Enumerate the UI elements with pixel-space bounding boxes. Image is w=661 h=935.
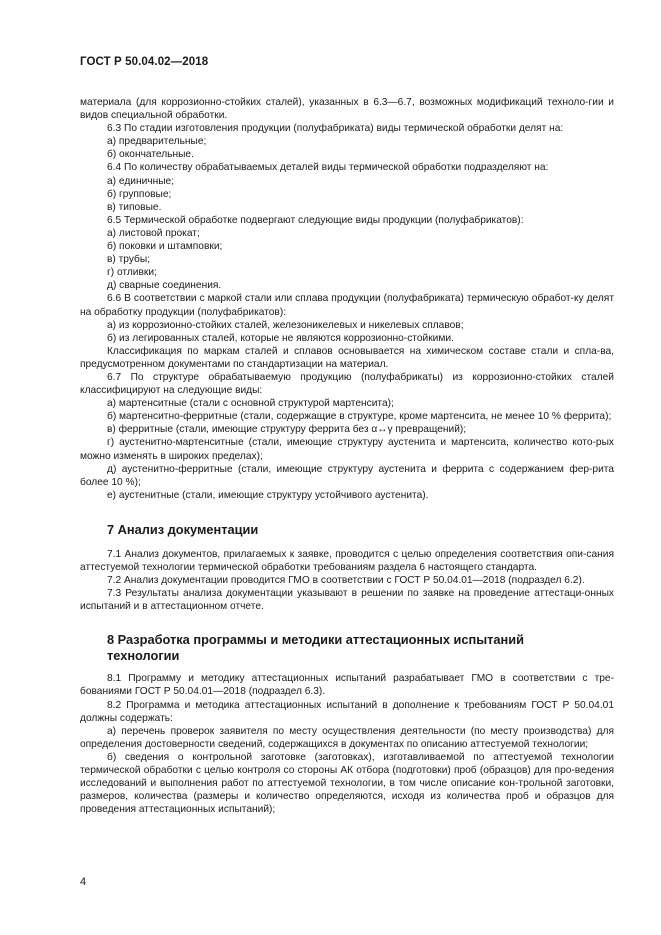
list-item: д) сварные соединения.: [107, 280, 222, 292]
paragraph: 8.2 Программа и методика аттестационных испытаний в дополнение к требованиям ГОСТ Р 50.04.01 должны содержать:: [80, 699, 614, 724]
paragraph: 7.3 Результаты анализа документации указывают в решении по заявке на проведение аттестаци-онных испытаний и в аттестационном отчете.: [80, 588, 614, 613]
list-item: в) типовые.: [107, 201, 162, 213]
paragraph: 7.2 Анализ документации проводится ГМО в соответствии с ГОСТ Р 50.04.01—2018 (подраздел 6.2).: [107, 575, 585, 587]
paragraph: материала (для коррозионно-стойких сталей), указанных в 6.3—6.7, возможных модификаций техноло-гии и видов специальной обработки.: [80, 97, 614, 122]
paragraph: 7.1 Анализ документов, прилагаемых к заявке, проводится с целью определения соответствия опи-сания аттестуемой технологии термической обработки требованиям раздела 6 настоящего стандарта.: [80, 548, 614, 573]
section-heading-8-line2: технологии: [107, 648, 180, 664]
list-item: а) предварительные;: [107, 136, 207, 148]
paragraph: 6.7 По структуре обрабатываемую продукцию (полуфабрикаты) из коррозионно-стойких сталей классифицируют на следующие виды:: [80, 371, 614, 397]
page-number: 4: [80, 876, 87, 888]
list-item: г) отливки;: [107, 267, 157, 279]
list-item: б) мартенситно-ферритные (стали, содержащие в структуре, кроме мартенсита, не менее 10 % феррита);: [107, 411, 612, 423]
list-item: а) единичные;: [107, 175, 175, 187]
paragraph: 6.4 По количеству обрабатываемых деталей виды термической обработки подразделяют на:: [107, 162, 549, 174]
list-item: б) сведения о контрольной заготовке (заготовках), изготавливаемой по аттестуемой технологии термической обработки с целью контроля со стороны АК отбора (подготовки) проб (образцов) для про-ведения исследований и выполнения работ по аттестуемой технологии, в том числе описание кон-трольной заготовки, размеров, количества (размеры и количество определяются, исходя из количества проб и образцов для проведения аттестационных испытаний);: [80, 751, 614, 816]
paragraph: 8.1 Программу и методику аттестационных испытаний разрабатывает ГМО в соответствии с тре-бованиями ГОСТ Р 50.04.01—2018 (подраздел 6.3).: [80, 673, 614, 698]
list-item: д) аустенитно-ферритные (стали, имеющие структуру аустенита и феррита с содержанием фер-рита более 10 %);: [80, 463, 614, 488]
paragraph: 6.6 В соответствии с маркой стали или сплава продукции (полуфабриката) термическую обработ-ку делят на обработку продукции (полуфабрикатов):: [80, 293, 614, 318]
paragraph: 6.3 По стадии изготовления продукции (полуфабриката) виды термической обработки делят на:: [107, 123, 564, 135]
list-item: а) из коррозионно-стойких сталей, железоникелевых и никелевых сплавов;: [107, 319, 464, 331]
list-item: е) аустенитные (стали, имеющие структуру устойчивого аустенита).: [107, 489, 429, 501]
list-item: в) трубы;: [107, 254, 151, 266]
list-item: б) окончательные.: [107, 149, 194, 161]
section-heading-8-line1: 8 Разработка программы и методики аттестационных испытаний: [107, 632, 524, 648]
list-item: б) поковки и штамповки;: [107, 241, 223, 253]
list-item: г) аустенитно-мартенситные (стали, имеющие структуру аустенита и мартенсита, количество кото-рых можно изменять в широких пределах);: [80, 437, 614, 462]
list-item: а) листовой прокат;: [107, 227, 200, 239]
section-heading-8: [107, 632, 614, 664]
list-item: а) мартенситные (стали с основной структурой мартенсита);: [107, 398, 394, 410]
paragraph: Классификация по маркам сталей и сплавов основывается на химическом составе стали и спла-ва, предусмотренном документами по стандартизации на материал.: [80, 345, 614, 370]
paragraph: 6.5 Термической обработке подвергают следующие виды продукции (полуфабрикатов):: [107, 214, 524, 226]
document-header: ГОСТ Р 50.04.02—2018: [80, 56, 209, 68]
list-item: в) ферритные (стали, имеющие структуру феррита без α↔γ превращений);: [107, 424, 467, 436]
page-body: [80, 96, 614, 816]
list-item: а) перечень проверок заявителя по месту осуществления деятельности (по месту производства) для определения достоверности сведений, содержащихся в документах по описанию аттестуемой технологии;: [80, 725, 614, 750]
list-item: б) групповые;: [107, 188, 172, 200]
list-item: б) из легированных сталей, которые не являются коррозионно-стойкими.: [107, 332, 454, 344]
section-heading-7: 7 Анализ документации: [107, 521, 259, 537]
